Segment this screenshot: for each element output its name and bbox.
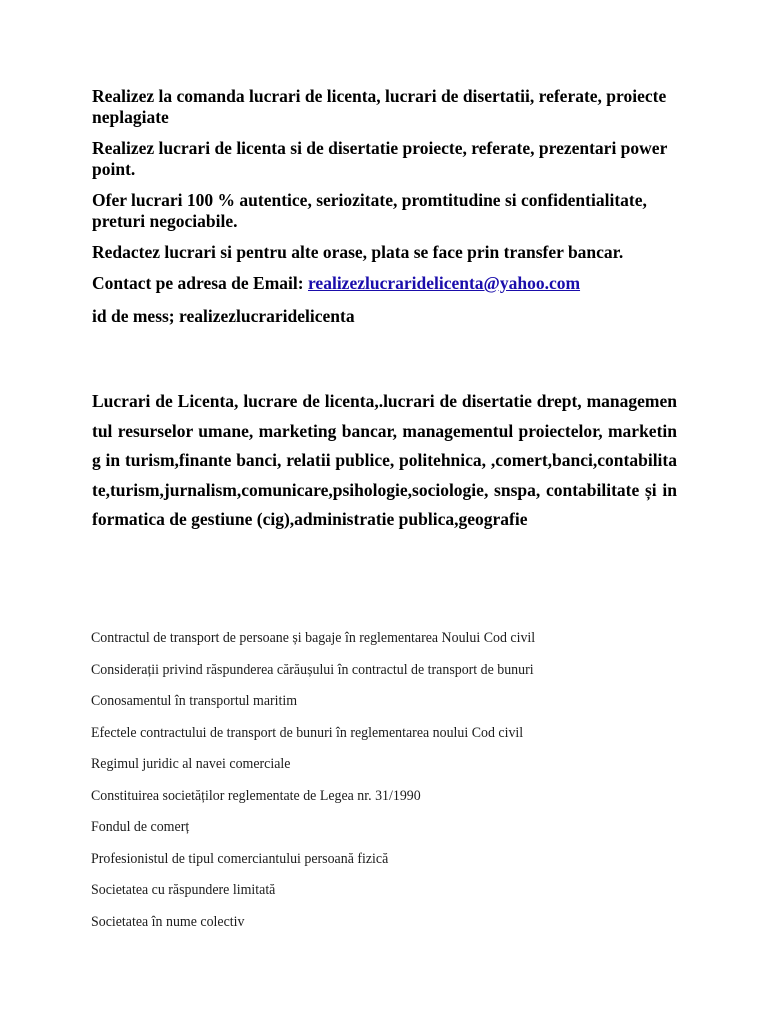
list-item: Considerații privind răspunderea cărăușului în contractul de transport de bunuri [91, 661, 534, 678]
list-item: Regimul juridic al navei comerciale [91, 756, 291, 772]
intro-paragraph-2: Realizez lucrari de licenta si de disertatie proiecte, referate, prezentari power point. [92, 138, 668, 179]
intro-paragraph-1: Realizez la comanda lucrari de licenta, lucrari de disertatii, referate, proiecte neplagiate [92, 86, 667, 127]
contact-label: Contact pe adresa de Email: [92, 273, 304, 293]
list-item: Efectele contractului de transport de bunuri în reglementarea noului Cod civil [91, 724, 524, 741]
list-item: Fondul de comerț [91, 819, 190, 835]
list-item: Societatea cu răspundere limitată [91, 882, 276, 898]
list-item: Profesionistul de tipul comerciantului persoană fizică [91, 850, 389, 867]
list-item: Contractul de transport de persoane și bagaje în reglementarea Noului Cod civil [91, 630, 536, 646]
email-link[interactable]: realizezlucraridelicenta@yahoo.com [307, 273, 581, 293]
list-item: Conosamentul în transportul maritim [91, 693, 298, 709]
intro-paragraph-4: Redactez lucrari si pentru alte orase, plata se face prin transfer bancar. [92, 242, 624, 262]
intro-section [92, 86, 682, 337]
thesis-title-list [91, 630, 554, 945]
messenger-id: id de mess; realizezlucraridelicenta [92, 306, 355, 326]
list-item: Constituirea societăților reglementate de Legea nr. 31/1990 [91, 787, 421, 804]
intro-paragraph-3: Ofer lucrari 100 % autentice, seriozitate, promtitudine si confidentialitate, preturi negociabile. [92, 190, 647, 231]
domains-paragraph: Lucrari de Licenta, lucrare de licenta,.lucrari de disertatie drept, managementul resurselor umane, marketing bancar, managementul proiectelor, marketing in turism,finante banci, relatii publice, politehnica, ,comert,banci,contabilitate,turism,jurnalism,comunicare,psihologie,sociologie, snspa, contabilitate și informatica de gestiune (cig),administratie publica,geografie [92, 391, 677, 529]
list-item: Societatea în nume colectiv [91, 913, 245, 930]
contact-line [92, 273, 682, 294]
